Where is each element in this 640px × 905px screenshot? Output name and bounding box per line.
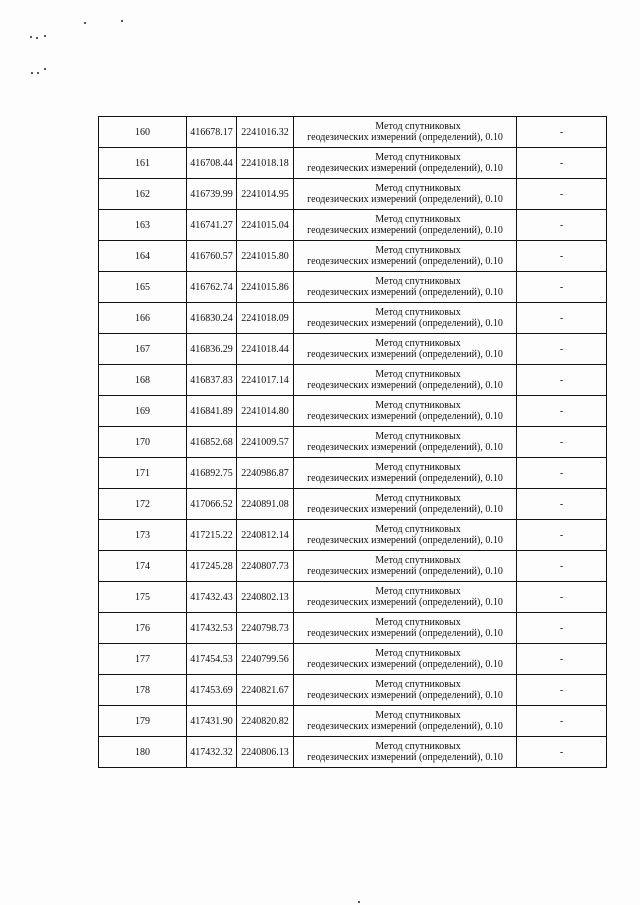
method-accuracy-line: геодезических измерений (определений), 0.10 [307,504,503,515]
extra-cell: - [517,613,607,644]
table-row [99,334,607,365]
method-cell [294,582,517,613]
extra-cell: - [517,303,607,334]
table-row [99,365,607,396]
x-coordinate-cell: 416762.74 [187,272,237,303]
method-cell [294,489,517,520]
method-name-line: Метод спутниковых [375,183,461,194]
method-accuracy-line: геодезических измерений (определений), 0.10 [307,690,503,701]
y-coordinate-cell: 2240820.82 [237,706,294,737]
scan-speck [44,35,46,37]
table-row [99,706,607,737]
y-coordinate-cell: 2240806.13 [237,737,294,768]
method-name-line: Метод спутниковых [375,338,461,349]
extra-cell: - [517,489,607,520]
x-coordinate-cell: 416830.24 [187,303,237,334]
method-accuracy-line: геодезических измерений (определений), 0.10 [307,194,503,205]
table-row [99,241,607,272]
method-cell [294,117,517,148]
method-accuracy-line: геодезических измерений (определений), 0.10 [307,752,503,763]
method-accuracy-line: геодезических измерений (определений), 0.10 [307,225,503,236]
scan-speck [37,72,39,74]
method-name-line: Метод спутниковых [375,586,461,597]
x-coordinate-cell: 417432.43 [187,582,237,613]
method-name-line: Метод спутниковых [375,524,461,535]
point-number-cell: 163 [99,210,187,241]
x-coordinate-cell: 417432.53 [187,613,237,644]
scan-speck [30,36,32,38]
point-number-cell: 178 [99,675,187,706]
x-coordinate-cell: 416678.17 [187,117,237,148]
extra-cell: - [517,706,607,737]
method-cell [294,427,517,458]
method-name-line: Метод спутниковых [375,741,461,752]
scan-speck [121,20,123,22]
point-number-cell: 165 [99,272,187,303]
method-name-line: Метод спутниковых [375,152,461,163]
method-name-line: Метод спутниковых [375,307,461,318]
point-number-cell: 171 [99,458,187,489]
table-row [99,272,607,303]
y-coordinate-cell: 2241018.18 [237,148,294,179]
method-accuracy-line: геодезических измерений (определений), 0.10 [307,721,503,732]
extra-cell: - [517,396,607,427]
table-row [99,210,607,241]
y-coordinate-cell: 2240821.67 [237,675,294,706]
point-number-cell: 180 [99,737,187,768]
method-cell [294,644,517,675]
method-accuracy-line: геодезических измерений (определений), 0.10 [307,597,503,608]
x-coordinate-cell: 417454.53 [187,644,237,675]
coordinates-table [98,116,607,768]
extra-cell: - [517,458,607,489]
x-coordinate-cell: 417453.69 [187,675,237,706]
method-cell [294,179,517,210]
method-accuracy-line: геодезических измерений (определений), 0.10 [307,442,503,453]
method-name-line: Метод спутниковых [375,555,461,566]
table-row [99,520,607,551]
method-name-line: Метод спутниковых [375,245,461,256]
table-row [99,179,607,210]
method-name-line: Метод спутниковых [375,493,461,504]
x-coordinate-cell: 416852.68 [187,427,237,458]
method-name-line: Метод спутниковых [375,617,461,628]
y-coordinate-cell: 2241015.80 [237,241,294,272]
extra-cell: - [517,148,607,179]
extra-cell: - [517,737,607,768]
x-coordinate-cell: 417066.52 [187,489,237,520]
method-accuracy-line: геодезических измерений (определений), 0.10 [307,659,503,670]
point-number-cell: 177 [99,644,187,675]
x-coordinate-cell: 416837.83 [187,365,237,396]
method-name-line: Метод спутниковых [375,679,461,690]
method-cell [294,334,517,365]
point-number-cell: 170 [99,427,187,458]
method-cell [294,458,517,489]
method-cell [294,365,517,396]
y-coordinate-cell: 2241018.44 [237,334,294,365]
point-number-cell: 162 [99,179,187,210]
method-cell [294,272,517,303]
extra-cell: - [517,334,607,365]
y-coordinate-cell: 2240802.13 [237,582,294,613]
y-coordinate-cell: 2241014.95 [237,179,294,210]
y-coordinate-cell: 2241016.32 [237,117,294,148]
method-cell [294,551,517,582]
method-accuracy-line: геодезических измерений (определений), 0.10 [307,566,503,577]
point-number-cell: 179 [99,706,187,737]
y-coordinate-cell: 2240807.73 [237,551,294,582]
method-accuracy-line: геодезических измерений (определений), 0.10 [307,318,503,329]
x-coordinate-cell: 416760.57 [187,241,237,272]
x-coordinate-cell: 417432.32 [187,737,237,768]
table-row [99,427,607,458]
y-coordinate-cell: 2241009.57 [237,427,294,458]
method-cell [294,241,517,272]
table-row [99,458,607,489]
method-accuracy-line: геодезических измерений (определений), 0.10 [307,256,503,267]
point-number-cell: 164 [99,241,187,272]
table-row [99,489,607,520]
method-accuracy-line: геодезических измерений (определений), 0.10 [307,411,503,422]
scan-speck [44,68,46,70]
extra-cell: - [517,427,607,458]
point-number-cell: 168 [99,365,187,396]
x-coordinate-cell: 417431.90 [187,706,237,737]
method-name-line: Метод спутниковых [375,648,461,659]
method-accuracy-line: геодезических измерений (определений), 0.10 [307,132,503,143]
table-row [99,117,607,148]
x-coordinate-cell: 416836.29 [187,334,237,365]
method-cell [294,210,517,241]
y-coordinate-cell: 2240799.56 [237,644,294,675]
x-coordinate-cell: 416892.75 [187,458,237,489]
y-coordinate-cell: 2241015.04 [237,210,294,241]
extra-cell: - [517,117,607,148]
point-number-cell: 161 [99,148,187,179]
y-coordinate-cell: 2241017.14 [237,365,294,396]
y-coordinate-cell: 2241015.86 [237,272,294,303]
method-name-line: Метод спутниковых [375,276,461,287]
point-number-cell: 175 [99,582,187,613]
method-cell [294,396,517,427]
method-name-line: Метод спутниковых [375,400,461,411]
table-row [99,613,607,644]
method-name-line: Метод спутниковых [375,369,461,380]
y-coordinate-cell: 2240812.14 [237,520,294,551]
extra-cell: - [517,675,607,706]
method-accuracy-line: геодезических измерений (определений), 0.10 [307,473,503,484]
method-accuracy-line: геодезических измерений (определений), 0.10 [307,535,503,546]
extra-cell: - [517,365,607,396]
point-number-cell: 167 [99,334,187,365]
extra-cell: - [517,272,607,303]
scan-speck [84,22,86,24]
point-number-cell: 176 [99,613,187,644]
point-number-cell: 172 [99,489,187,520]
method-accuracy-line: геодезических измерений (определений), 0.10 [307,628,503,639]
x-coordinate-cell: 416841.89 [187,396,237,427]
x-coordinate-cell: 416741.27 [187,210,237,241]
y-coordinate-cell: 2240798.73 [237,613,294,644]
scan-speck [358,901,360,903]
point-number-cell: 173 [99,520,187,551]
y-coordinate-cell: 2241014.80 [237,396,294,427]
table-row [99,148,607,179]
extra-cell: - [517,241,607,272]
table-row [99,644,607,675]
point-number-cell: 160 [99,117,187,148]
method-cell [294,706,517,737]
extra-cell: - [517,210,607,241]
extra-cell: - [517,551,607,582]
extra-cell: - [517,520,607,551]
table-row [99,396,607,427]
y-coordinate-cell: 2240986.87 [237,458,294,489]
y-coordinate-cell: 2241018.09 [237,303,294,334]
y-coordinate-cell: 2240891.08 [237,489,294,520]
method-cell [294,737,517,768]
table-row [99,737,607,768]
point-number-cell: 174 [99,551,187,582]
table-row [99,582,607,613]
scan-speck [36,37,38,39]
method-name-line: Метод спутниковых [375,121,461,132]
extra-cell: - [517,179,607,210]
point-number-cell: 169 [99,396,187,427]
coordinates-table-body [99,117,607,768]
extra-cell: - [517,644,607,675]
extra-cell: - [517,582,607,613]
method-name-line: Метод спутниковых [375,431,461,442]
point-number-cell: 166 [99,303,187,334]
method-accuracy-line: геодезических измерений (определений), 0.10 [307,380,503,391]
method-cell [294,613,517,644]
method-cell [294,520,517,551]
x-coordinate-cell: 416708.44 [187,148,237,179]
x-coordinate-cell: 417215.22 [187,520,237,551]
method-cell [294,148,517,179]
method-accuracy-line: геодезических измерений (определений), 0.10 [307,349,503,360]
table-row [99,303,607,334]
method-accuracy-line: геодезических измерений (определений), 0.10 [307,163,503,174]
x-coordinate-cell: 417245.28 [187,551,237,582]
method-name-line: Метод спутниковых [375,214,461,225]
method-name-line: Метод спутниковых [375,462,461,473]
scan-speck [31,72,33,74]
table-row [99,551,607,582]
x-coordinate-cell: 416739.99 [187,179,237,210]
table-row [99,675,607,706]
method-cell [294,303,517,334]
method-cell [294,675,517,706]
method-accuracy-line: геодезических измерений (определений), 0.10 [307,287,503,298]
method-name-line: Метод спутниковых [375,710,461,721]
